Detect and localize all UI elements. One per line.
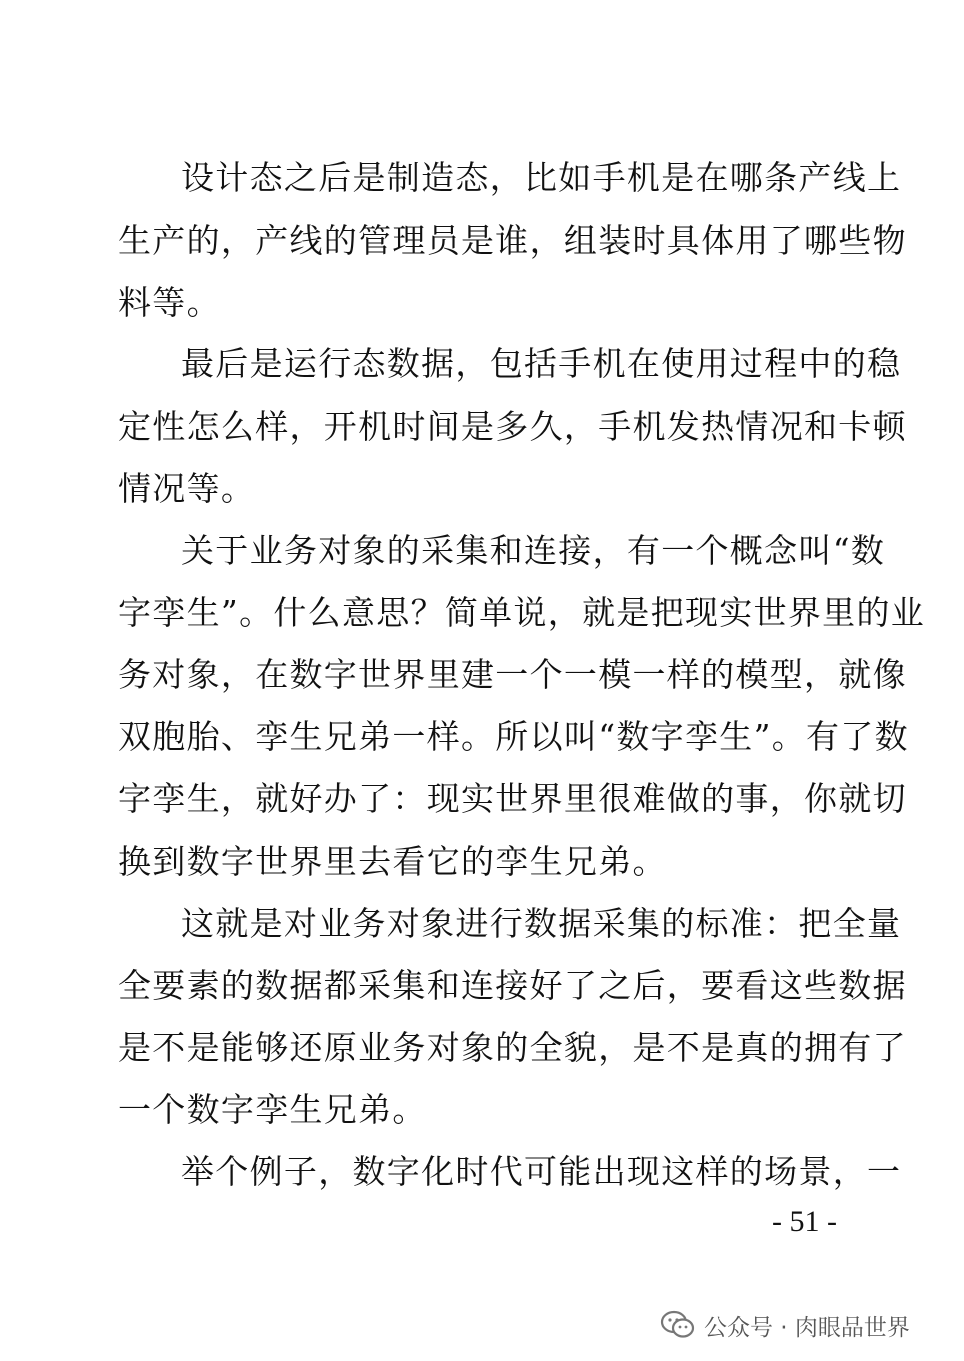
text-line: 是不是能够还原业务对象的全貌，是不是真的拥有了 — [118, 1028, 907, 1067]
watermark-text: 公众号 · 肉眼品世界 — [704, 1314, 910, 1341]
text-line: 务对象，在数字世界里建一个一模一样的模型，就像 — [118, 655, 907, 694]
wechat-icon — [660, 1310, 696, 1340]
page-number: - 51 - — [772, 1205, 837, 1238]
text-line: 这就是对业务对象进行数据采集的标准：把全量 — [181, 904, 902, 943]
text-line: 定性怎么样，开机时间是多久，手机发热情况和卡顿 — [118, 407, 907, 446]
text-line: 双胞胎、孪生兄弟一样。所以叫“数字孪生”。有了数 — [118, 717, 909, 756]
text-line: 一个数字孪生兄弟。 — [118, 1090, 427, 1129]
text-line: 生产的，产线的管理员是谁，组装时具体用了哪些物 — [118, 221, 907, 260]
text-line: 情况等。 — [118, 469, 256, 508]
text-line: 换到数字世界里去看它的孪生兄弟。 — [118, 842, 667, 881]
text-line: 关于业务对象的采集和连接，有一个概念叫“数 — [181, 531, 886, 570]
text-line: 料等。 — [118, 283, 221, 322]
text-line: 字孪生，就好办了：现实世界里很难做的事，你就切 — [118, 779, 907, 818]
text-line: 全要素的数据都采集和连接好了之后，要看这些数据 — [118, 966, 907, 1005]
watermark — [660, 1305, 910, 1345]
text-line: 设计态之后是制造态，比如手机是在哪条产线上 — [181, 158, 902, 197]
text-line: 字孪生”。什么意思？简单说，就是把现实世界里的业 — [118, 593, 926, 632]
text-line: 举个例子，数字化时代可能出现这样的场景，一 — [181, 1152, 902, 1191]
text-line: 最后是运行态数据，包括手机在使用过程中的稳 — [181, 344, 902, 383]
